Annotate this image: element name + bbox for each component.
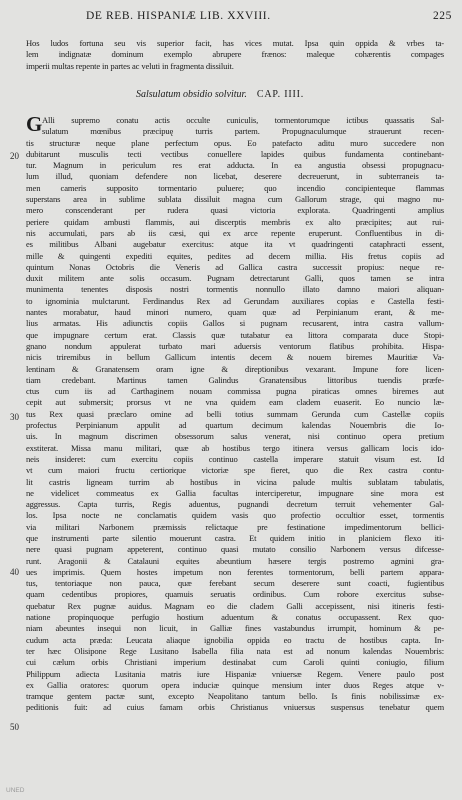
text-line: via militari Narbonem præmissis relictaque pre festinatione impedimentorum bellici- (26, 521, 444, 532)
text-line: ues imprimis. Quem hostes impetum non ferentes tormentorum, belli partem appara- (26, 566, 444, 577)
text-line: exstiterat. Missa manu militari, quæ ab hostibus tergo itinera versus gallicam locis ido- (26, 442, 444, 453)
text-line: niam abeuntes insequi non licuit, in Galliæ fines vastabundus irrumpit, hominum & pe- (26, 623, 444, 634)
text-line: mero conscenderant per rudera quasi victoria explorata. Quadringenti amplius (26, 205, 444, 216)
text-line: Philippum adiecta Lusitania matris iure Hispaniæ vniuersæ Regem. Venere paulo post (26, 668, 444, 679)
intro-paragraph (26, 38, 444, 72)
text-line: quam cedentibus propiores, quamuis seruatis ordinibus. Cum robore exercitus subse- (26, 589, 444, 600)
text-line: los. Ipsa nocte ne conclamatis quidem vasis quo profectio occultior esset, tormentis (26, 510, 444, 521)
text-line: profectus Perpinianum appulit ad quartum decimum kalendas Nouembris die Io- (26, 420, 444, 431)
text-line: ne videlicet commeatus ex Gallia facultas interciperetur, impugnare sine mora est (26, 487, 444, 498)
text-line: men cameris supposito tormentario puluere; quo incendio concipienteque flammas (26, 182, 444, 193)
text-line: tramque gentem pactæ sunt, excepto Neapolitano tantum bello. Is finis nobilissimæ ex- (26, 691, 444, 702)
text-line: cudum acta præda: Leucata aliaque ignobilia oppida eo tractu de hostibus capta. In- (26, 634, 444, 645)
text-line: ter hæc Olisipone Rege Lusitano Isabella filia nata est ad nonum kalendas Nouembris: (26, 645, 444, 656)
text-line: tus Rex quasi præclaro omine ad belli totius summam Gerunda cum Castellæ copiis (26, 408, 444, 419)
text-line: lit castris ligneam turrim ab hostibus in vicina palude multis sublatam tabulatis, (26, 476, 444, 487)
margin-line-number: 40 (10, 567, 19, 577)
text-line: cepit aut submersit; prorsus vt ne vna quidem eam cladem euaserit. Eo nuncio læ- (26, 397, 444, 408)
text-line: lem indignatæ dominum exemplo abrupere frænos: maleque cohærentis compages (26, 49, 444, 60)
text-line: periere quidam ambusti flammis, aui discerptis membris ex alto præcipites; aut rui- (26, 216, 444, 227)
text-line: nere quasi pugnam appeterent, continuo quasi mutato consilio Narbonem versus difcesse- (26, 544, 444, 555)
text-line: lius armatas. His adiunctis copiis Gallos si pugnam recusarent, intra castra vallum- (26, 318, 444, 329)
text-line: quintum Nonas Octobris die Veneris ad Gallica castra successit propius: neque re- (26, 261, 444, 272)
text-line: gnano nondum appulerat turbato mari aduersis ventorum flatibus prohibita. Hispa- (26, 340, 444, 351)
text-line: to ignominia mulctarunt. Ferdinandus Rex ad Gerundam auxiliares copias e Castella festi- (26, 295, 444, 306)
chapter-heading (136, 89, 304, 100)
text-line: ex Gallia oratores: quorum opera induciæ quinque mensium inter duos Reges atque v- (26, 679, 444, 690)
chapter-body (26, 112, 444, 714)
text-line: tus, tentoriaque non pauca, quæ ferebant secum deserere sunt coacti, fugientibus (26, 578, 444, 589)
text-line: uis. In magnum discrimen obsessorum salus venerat, nisi continuo opera pretium (26, 431, 444, 442)
text-line: Hos ludos fortuna seu vis superior facit, has vices mutat. Ipsa quin oppida & vrbes ta- (26, 38, 444, 48)
text-line: sulatum mœnibus præcipuę turris partem. Propugnaculumque strauerunt recen- (42, 126, 444, 137)
text-line: superstans area in sublime sublata dissiluit magna cum Gallorum strage, qui magno nu- (26, 194, 444, 205)
text-line: que instrumenti parte silentio mouerunt castra. Et quidem initio in planiciem flexo iti- (26, 532, 444, 543)
margin-line-number: 30 (10, 412, 19, 422)
text-line: cui cælum orbis Christiani imperium destinabat cum Caroli quinti coniugio, filium (26, 657, 444, 668)
running-header (26, 10, 452, 28)
text-line: nantes morabatur, haud minori numero, quam quæ ad Perpinianum erant, & me- (26, 307, 444, 318)
text-line: aggressus. Capta turris, Regis aduentus, pugnandi decretum terruit vehementer Gal- (26, 499, 444, 510)
text-line: natione propinquoque perfugio hostium aduentum & conatus occupassent. Rex quo- (26, 612, 444, 623)
running-title: DE REB. HISPANIÆ LIB. XXVIII. (86, 10, 271, 22)
text-line: lum illud, quoniam defendere non licebat, deserere decreuerunt, in subterraneis ta- (26, 171, 444, 182)
text-line: nicis triremibus in bellum Gallicum intentis decem & nouem biremes Mauritiæ Va- (26, 352, 444, 363)
chapter-title: Salsulatum obsidio solvitur. (136, 89, 247, 100)
text-line: quebatur Rex pugnæ auidus. Magnam eo die cladem Galli accepissent, nisi itineris festi- (26, 600, 444, 611)
text-line: tur. Magnum in periculum res erat adducta. In ea angustia obsessi propugnacu- (26, 160, 444, 171)
chapter-number: CAP. IIII. (256, 89, 305, 100)
margin-line-number: 50 (10, 722, 19, 732)
text-line: Alli supremo conatu actis occulte cuniculis, tormentorumque ictibus quassatis Sal- (42, 115, 444, 125)
text-line: munimenta tenentes disposis nostri tormentis nonnullo illato damno maiori aliquan- (26, 284, 444, 295)
margin-line-number: 20 (10, 151, 19, 161)
page-number: 225 (432, 10, 452, 22)
text-line: es militibus Albani augebatur exercitus: atque ita vt quadringenti cataphracti essent, (26, 239, 444, 250)
text-line: tiam credebant. Martinus tamen Galindus Granatensibus littoribus tuendis præfe- (26, 374, 444, 385)
text-line: dubitarunt musculis tecti vectibus conuellere lapides quibus fundamenta continebant- (26, 148, 444, 159)
watermark: UNED (6, 787, 25, 794)
text-line: lentinam & Granatensem oram igne & direptionibus vexarant. Impune fore licen- (26, 363, 444, 374)
text-line: neis insideret: cum exercitu copiis continuo castella imperare statuit visum est. Id (26, 453, 444, 464)
text-line: tis structuræ neque plane perfectum opus. Eo patefacto aditu muro succedere non (26, 137, 444, 148)
text-line: mille & quingenti expediti equites, pedites ad decem millia. His fretus copiis ad (26, 250, 444, 261)
text-line: runt. Aragonii & Catalauni equites abeuntium hæsere tergis postremo agmini gra- (26, 555, 444, 566)
text-line: duxit militem ante solis occasum. Pugnam detrectarunt Galli, quos tamen se intra (26, 273, 444, 284)
text-line: ctus cum iis ad Carthaginem nouam commissa pugna piraticas omnes biremes aut (26, 386, 444, 397)
text-line: peditionis fuit: ad cuius famam orbis Christianus vniuersus suspensus tenebatur quem (26, 702, 444, 713)
drop-cap: G (26, 112, 43, 136)
text-line: imperii multas repente in partes ac veluti in fragmenta dissiluit. (26, 60, 234, 71)
text-line: vt cum maiori fructu certiorique victoriæ spe fieret, quo die Rex castra contu- (26, 465, 444, 476)
text-line: nis accumulati, pars ab iis cæsi, qui ex arce repente eruperunt. Confluentibus in di- (26, 227, 444, 238)
text-line: que impugnare certum erat. Classis quæ tutabatur ea littora comparata duce Stopi- (26, 329, 444, 340)
